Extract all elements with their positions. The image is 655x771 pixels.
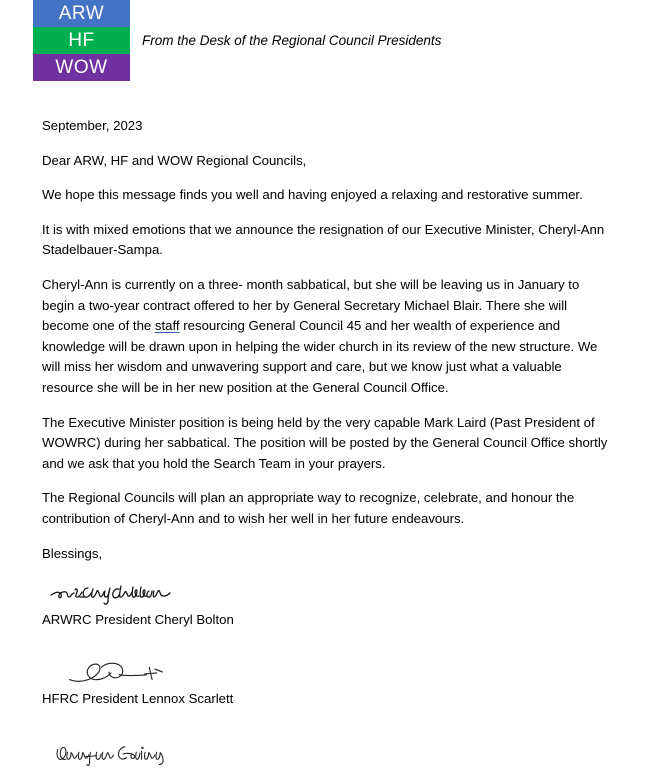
logo-band-arw-label: ARW [58,3,105,24]
logo-band-wow [33,54,130,81]
logo-band-arw [33,0,130,27]
signature-row-lennox-scarlett [42,657,610,710]
signature-row-jennifer-irving [42,739,610,769]
letterhead-tagline: From the Desk of the Regional Council Presidents [142,33,442,48]
paragraph-resignation: It is with mixed emotions that we announce the resignation of our Executive Minister, Cheryl-Ann Stadelbauer-Sampa. [42,221,605,258]
letterhead [0,0,655,90]
paragraph-interim-minister: The Executive Minister position is being held by the very capable Mark Laird (Past President of WOWRC) during her sabbatical. The position will be posted by the General Council Office shortly and we ask that you hold the Search Team in your prayers. [42,414,608,471]
signature-image-cheryl-bolton [48,578,178,608]
paragraph-sabbatical [42,275,610,399]
logo-band-hf-label: HF [68,30,95,51]
letter-body [42,116,610,771]
signature-image-jennifer-irving [46,739,186,769]
signature-image-lennox-scarlett [64,657,184,687]
paragraph-recognition: The Regional Councils will plan an appropriate way to recognize, celebrate, and honour the contribution of Cheryl-Ann and to wish her well in her future endeavours. [42,490,575,526]
signature-block [42,578,610,769]
sabbatical-text-before: Cheryl-Ann is currently on a three- month sabbatical, but she will be leaving us in January to begin a two-year contract offered to her by General Secretary Michael Blair. There she will become one of the [42,276,580,334]
sabbatical-text-after: resourcing General Council 45 and her wealth of experience and knowledge will be drawn upon in helping the wider church in its review of the new structure. We will miss her wisdom and unwavering support and care, but we know just what a valuable resource she will be in her new position at the General Council Office. [42,318,598,395]
logo-band-hf [33,27,130,54]
signature-name-cheryl-bolton: ARWRC President Cheryl Bolton [42,612,234,628]
paragraph-greeting: We hope this message finds you well and having enjoyed a relaxing and restorative summer. [42,187,583,203]
organization-logo [33,0,130,81]
logo-band-wow-label: WOW [55,57,108,78]
signature-row-cheryl-bolton [42,578,610,631]
letter-salutation: Dear ARW, HF and WOW Regional Councils, [42,152,307,168]
letter-closing: Blessings, [42,545,103,561]
spellcheck-flagged-word: staff [154,318,180,334]
letter-date: September, 2023 [42,118,143,133]
signature-name-lennox-scarlett: HFRC President Lennox Scarlett [42,690,234,706]
